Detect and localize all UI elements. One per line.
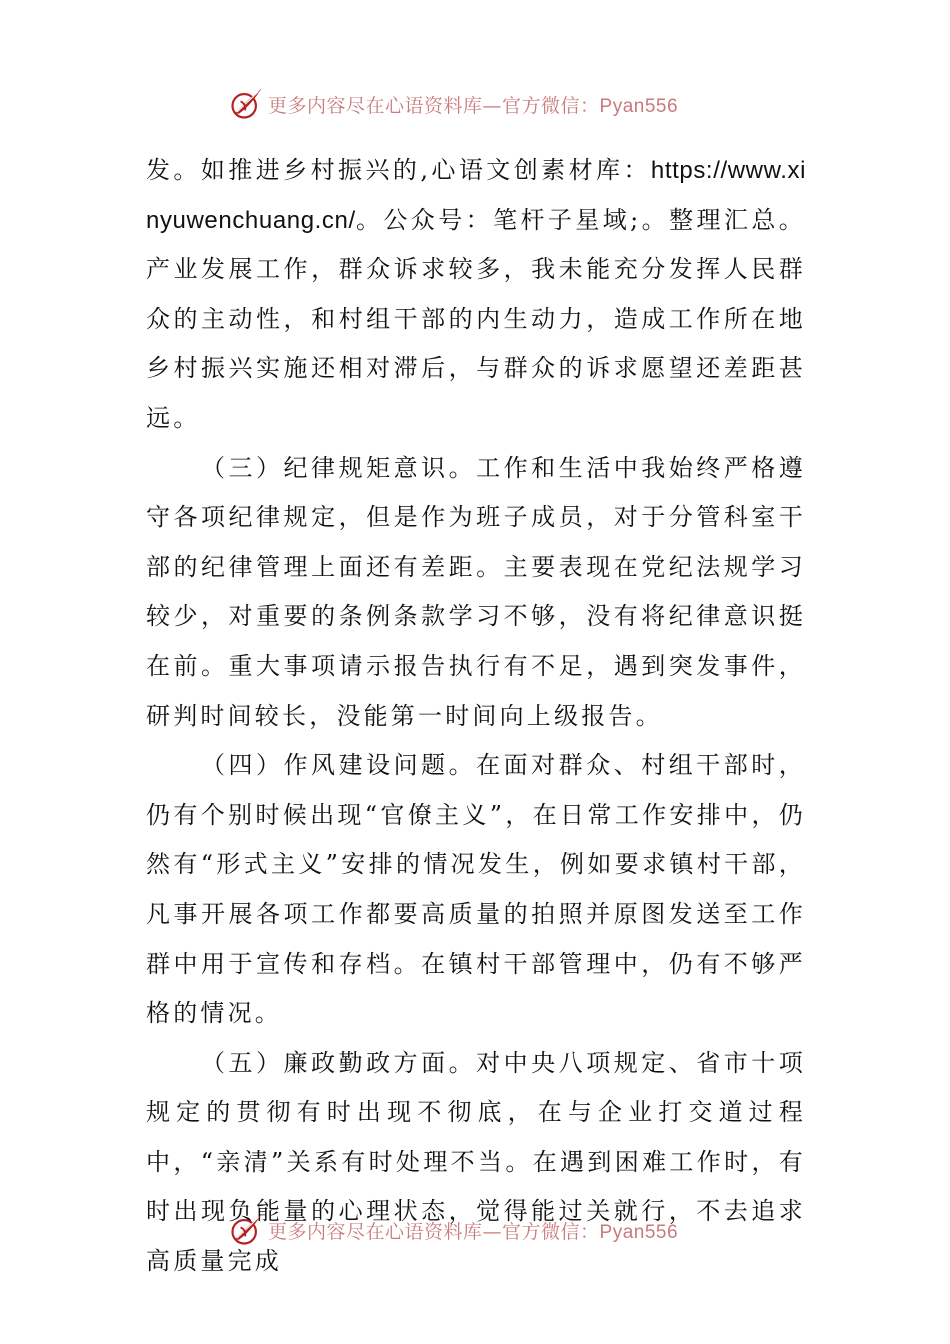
- website-link[interactable]: https://www.xinyuwenchuang.cn/: [146, 157, 806, 234]
- quill-pen-logo-icon: [228, 1212, 264, 1248]
- header-banner: [228, 84, 748, 124]
- banner-wechat-id: Pyan556: [599, 95, 679, 117]
- document-body: [146, 146, 806, 1287]
- footer-banner: [228, 1210, 748, 1250]
- banner-prefix: 更多内容尽在心语资料库—官方微信：: [268, 94, 600, 117]
- paragraph-rest: 。公众号：笔杆子星域;。整理汇总。产业发展工作，群众诉求较多，我未能充分发挥人民群众的主动性，和村组干部的内生动力，造成工作所在地乡村振兴实施还相对滞后，与群众的诉求愿望还差距甚远。: [146, 205, 806, 432]
- paragraph-lead: 发。如推进乡村振兴的,心语文创素材库：: [146, 156, 651, 184]
- paragraph-discipline: （三）纪律规矩意识。工作和生活中我始终严格遵守各项纪律规定，但是作为班子成员，对于分管科室干部的纪律管理上面还有差距。主要表现在党纪法规学习较少，对重要的条例条款学习不够，没有将纪律意识挺在前。重大事项请示报告执行有不足，遇到突发事件，研判时间较长，没能第一时间向上级报告。: [146, 453, 806, 730]
- header-banner-text: [268, 91, 678, 118]
- banner-prefix: 更多内容尽在心语资料库—官方微信：: [268, 1220, 600, 1243]
- banner-wechat-id: Pyan556: [599, 1221, 679, 1243]
- paragraph-continued: [146, 146, 806, 444]
- footer-banner-text: [268, 1217, 678, 1244]
- paragraph-work-style: （四）作风建设问题。在面对群众、村组干部时，仍有个别时候出现“官僚主义”，在日常工作安排中，仍然有“形式主义”安排的情况发生，例如要求镇村干部，凡事开展各项工作都要高质量的拍照并原图发送至工作群中用于宣传和存档。在镇村干部管理中，仍有不够严格的情况。: [146, 751, 806, 1028]
- paragraph-integrity: （五）廉政勤政方面。对中央八项规定、省市十项规定的贯彻有时出现不彻底，在与企业打交道过程中，“亲清”关系有时处理不当。在遇到困难工作时，有时出现负能量的心理状态，觉得能过关就行，不去追求高质量完成: [146, 1048, 806, 1276]
- quill-pen-logo-icon: [228, 86, 264, 122]
